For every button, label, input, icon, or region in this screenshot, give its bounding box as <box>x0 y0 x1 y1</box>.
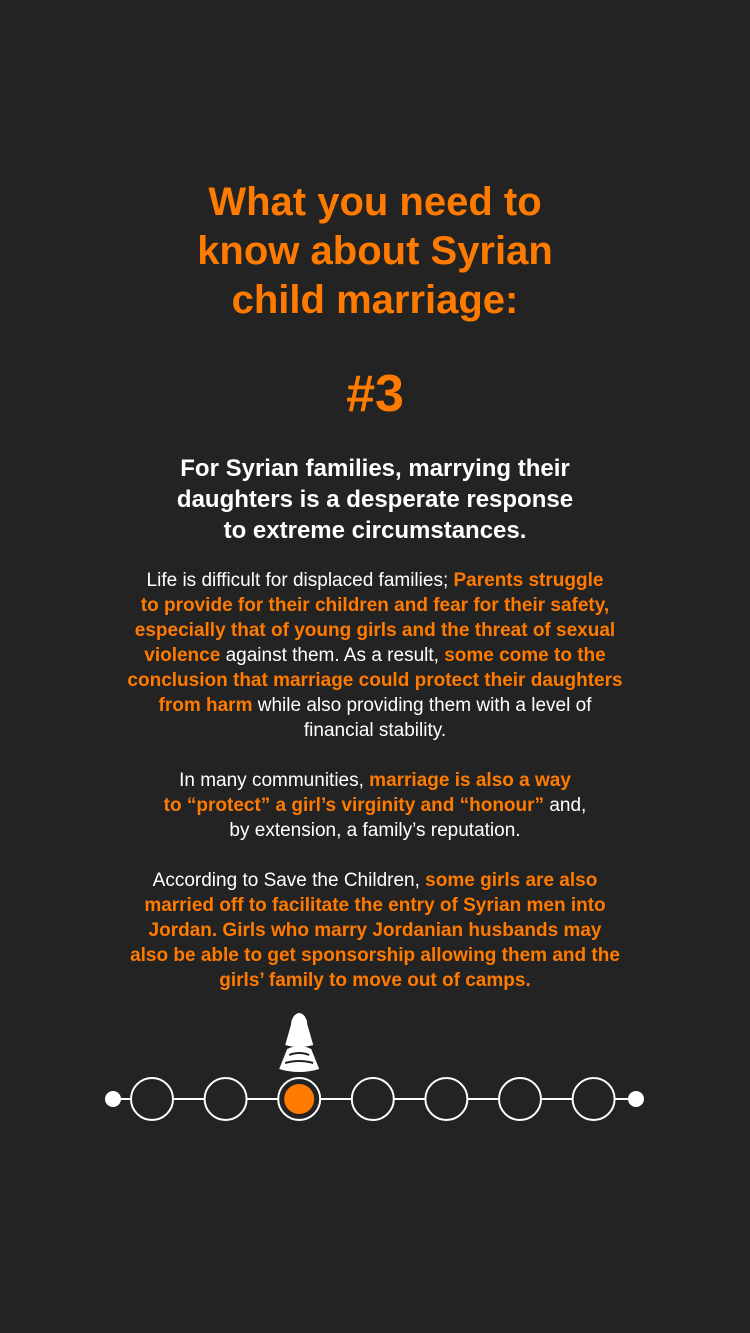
highlight-text: married off to facilitate the entry of Syrian men into <box>144 895 606 916</box>
page-title <box>0 178 750 325</box>
bride-icon <box>279 1013 319 1072</box>
progress-step <box>352 1078 394 1120</box>
text-line: financial stability. <box>303 720 447 741</box>
step-number: #3 <box>346 365 404 423</box>
progress-step <box>499 1078 541 1120</box>
title-line: What you need to <box>208 180 542 224</box>
progress-step <box>573 1078 615 1120</box>
text-line <box>0 768 750 793</box>
highlight-text: especially that of young girls and the threat of sexual <box>134 620 616 641</box>
progress-step-active <box>284 1084 314 1114</box>
progress-start-dot <box>105 1091 121 1107</box>
text-line <box>0 868 750 893</box>
highlight-text: Parents struggle <box>453 570 604 591</box>
title-line: child marriage: <box>231 278 519 322</box>
text: Life is difficult for displaced families; <box>146 570 454 591</box>
text: In many communities, <box>179 770 370 791</box>
progress-track <box>105 1078 644 1120</box>
subtitle-line: daughters is a desperate response <box>176 486 574 513</box>
highlight-text: also be able to get sponsorship allowing them and the <box>130 945 620 966</box>
text-line <box>0 693 750 718</box>
text: According to Save the Children, <box>152 870 426 891</box>
highlight-text: to provide for their children and fear for their safety, <box>140 595 610 616</box>
paragraph-displacement <box>0 568 750 743</box>
subtitle-line: For Syrian families, marrying their <box>180 455 570 482</box>
title-line: know about Syrian <box>197 229 553 273</box>
highlight-text: some come to the <box>444 645 606 666</box>
highlight-text: violence <box>144 645 221 666</box>
progress-step <box>425 1078 467 1120</box>
highlight-text: to “protect” a girl’s virginity and “honour” <box>163 795 545 816</box>
progress-indicator <box>0 1005 750 1135</box>
highlight-text: girls’ family to move out of camps. <box>219 970 531 991</box>
text: against them. As a result, <box>220 645 445 666</box>
highlight-text: some girls are also <box>425 870 598 891</box>
progress-step <box>205 1078 247 1120</box>
text-line <box>0 643 750 668</box>
text: and, <box>544 795 587 816</box>
subtitle <box>0 453 750 546</box>
text-line <box>0 568 750 593</box>
highlight-text: marriage is also a way <box>369 770 571 791</box>
paragraph-save-the-children <box>0 868 750 993</box>
text: while also providing them with a level of <box>252 695 592 716</box>
progress-end-dot <box>628 1091 644 1107</box>
text-line <box>0 793 750 818</box>
highlight-text: Jordan. Girls who marry Jordanian husbands may <box>148 920 602 941</box>
highlight-text: conclusion that marriage could protect their daughters <box>127 670 623 691</box>
subtitle-line: to extreme circumstances. <box>223 517 527 544</box>
text-line: by extension, a family’s reputation. <box>229 820 521 841</box>
highlight-text: from harm <box>158 695 253 716</box>
progress-step <box>131 1078 173 1120</box>
paragraph-communities <box>0 768 750 843</box>
